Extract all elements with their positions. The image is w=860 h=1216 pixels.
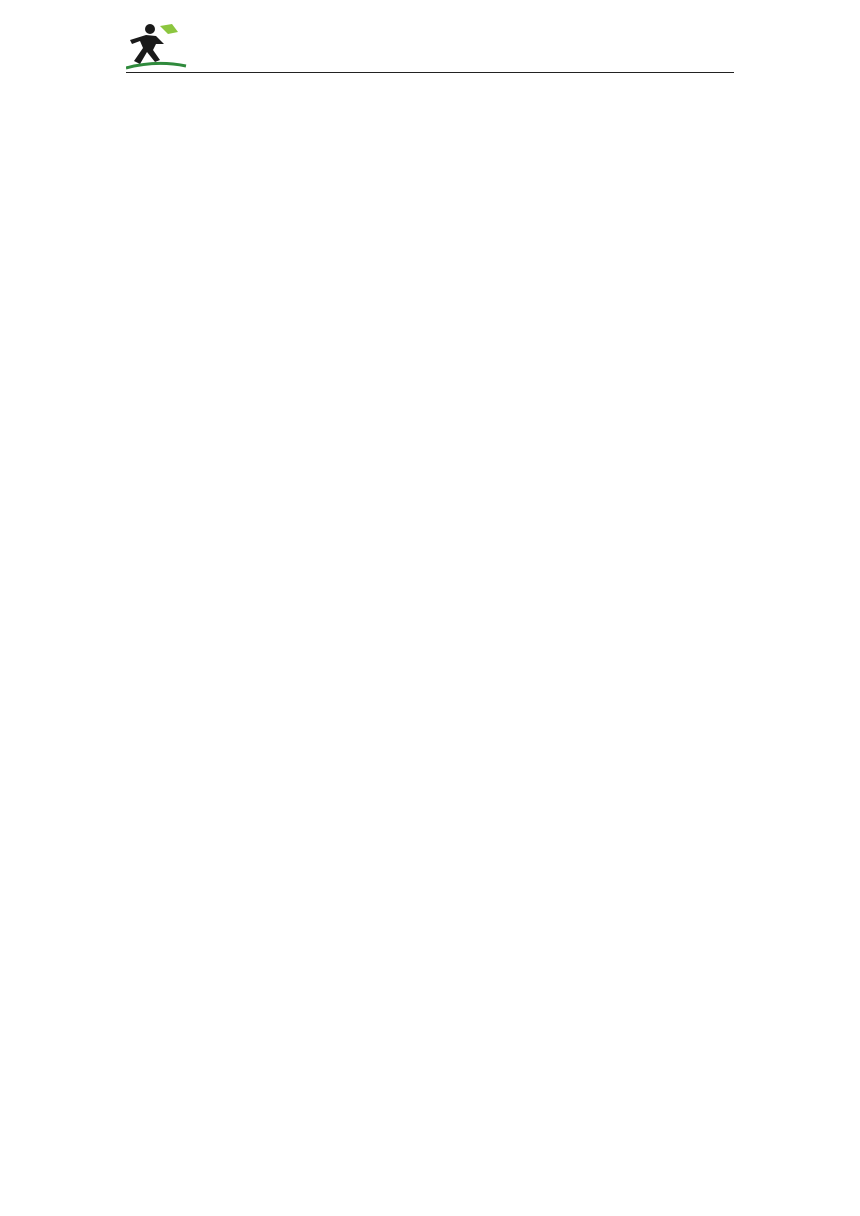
runner-icon (126, 20, 190, 72)
lesson-content (126, 104, 734, 140)
site-logo[interactable] (126, 20, 336, 72)
header-divider (126, 72, 734, 73)
page-header (126, 20, 734, 76)
page-footer (144, 1114, 674, 1136)
spacer (126, 104, 734, 140)
